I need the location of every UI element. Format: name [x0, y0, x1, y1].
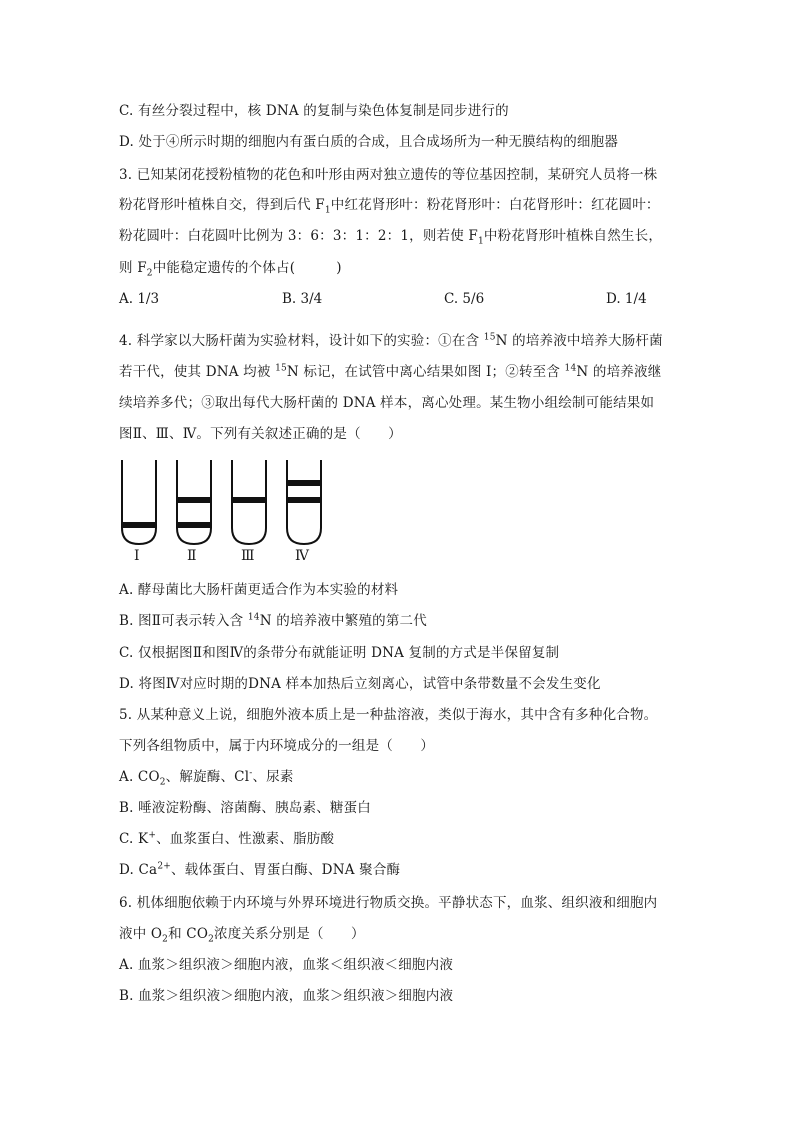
q5-option-b: B. 唾液淀粉酶、溶菌酶、胰岛素、糖蛋白	[119, 800, 372, 816]
tube-4-band-middle	[287, 497, 321, 503]
question-5-line-2: 下列各组物质中，属于内环境成分的一组是（ ）	[119, 738, 435, 754]
option-d-q2: D. 处于④所示时期的细胞内有蛋白质的合成，且合成场所为一种无膜结构的细胞器	[119, 134, 619, 150]
q6-option-a: A. 血浆＞组织液＞细胞内液，血浆＜组织液＜细胞内液	[119, 957, 454, 973]
q5-option-a: A. $CO_2$、解旋酶、Cl-、尿素	[119, 768, 294, 788]
tube-1	[122, 460, 156, 544]
tube-1-label: Ⅰ	[134, 548, 140, 564]
tubes-svg	[119, 458, 349, 570]
q5-option-c: C. K+、血浆蛋白、性激素、脂肪酸	[119, 830, 335, 847]
question-5-line-1: 5. 从某种意义上说，细胞外液本质上是一种盐溶液，类似于海水，其中含有多种化合物。	[119, 707, 658, 723]
question-4-line-3: 续培养多代；③取出每代大肠杆菌的 DNA 样本，离心处理。某生物小组绘制可能结果如	[119, 395, 655, 411]
tube-3-label: Ⅲ	[241, 548, 255, 564]
q4-option-d: D. 将图Ⅳ对应时期的DNA 样本加热后立刻离心，试管中条带数量不会发生变化	[119, 676, 601, 692]
option-c-q2: C. 有丝分裂过程中，核 DNA 的复制与染色体复制是同步进行的	[119, 103, 509, 119]
question-3-line-1: 3. 已知某闭花授粉植物的花色和叶形由两对独立遗传的等位基因控制，某研究人员将一株	[119, 167, 658, 183]
tube-2-band-heavy	[177, 522, 211, 528]
tube-4-label: Ⅳ	[295, 548, 309, 564]
tube-2-label: Ⅱ	[187, 548, 197, 564]
q5-option-d: D. $Ca^{2+}$、载体蛋白、胃蛋白酶、DNA 聚合酶	[119, 861, 401, 878]
centrifuge-tubes-figure	[119, 458, 349, 570]
tube-4-band-light	[287, 480, 321, 486]
q3-option-d: D. 1/4	[606, 291, 647, 307]
q3-option-a: A. 1/3	[119, 291, 160, 307]
question-4-line-1: 4. 科学家以大肠杆菌为实验材料，设计如下的实验：①在含 $^{15}$N 的培养液中培养大肠杆菌	[119, 332, 663, 349]
question-6-line-2: 液中 $O_2$和 $CO_2$浓度关系分别是（ ）	[119, 926, 365, 945]
q3-option-c: C. 5/6	[444, 291, 485, 307]
q3-option-b: B. 3/4	[282, 291, 323, 307]
tube-1-band-heavy	[122, 522, 156, 528]
tube-2-band-middle	[177, 497, 211, 503]
question-4-line-4: 图Ⅱ、Ⅲ、Ⅳ。下列有关叙述正确的是（ ）	[119, 426, 402, 442]
question-3-line-4: 则 $F_2$中能稳定遗传的个体占( )	[119, 260, 342, 279]
question-6-line-1: 6. 机体细胞依赖于内环境与外界环境进行物质交换。平静状态下，血浆、组织液和细胞内	[119, 895, 658, 911]
question-3-line-3: 粉花圆叶：白花圆叶比例为 3：6：3：1：2：1，则若使 $F_1$中粉花肾形叶植株自然生长，	[119, 228, 663, 247]
q4-option-b: B. 图Ⅱ可表示转入含 $^{14}$N 的培养液中繁殖的第二代	[119, 612, 427, 629]
question-3-line-2: 粉花肾形叶植株自交，得到后代 $F_1$中红花肾形叶：粉花肾形叶：白花肾形叶：红花圆叶：	[119, 197, 660, 216]
q4-option-a: A. 酵母菌比大肠杆菌更适合作为本实验的材料	[119, 582, 399, 598]
q4-option-c: C. 仅根据图Ⅱ和图Ⅳ的条带分布就能证明 DNA 复制的方式是半保留复制	[119, 645, 560, 661]
tube-3-band-middle	[232, 497, 266, 503]
q6-option-b: B. 血浆＞组织液＞细胞内液，血浆＞组织液＞细胞内液	[119, 988, 454, 1004]
question-4-line-2: 若干代，使其 DNA 均被 $^{15}$N 标记，在试管中离心结果如图 I；②转至含 $^{14}$N 的培养液继	[119, 363, 662, 380]
